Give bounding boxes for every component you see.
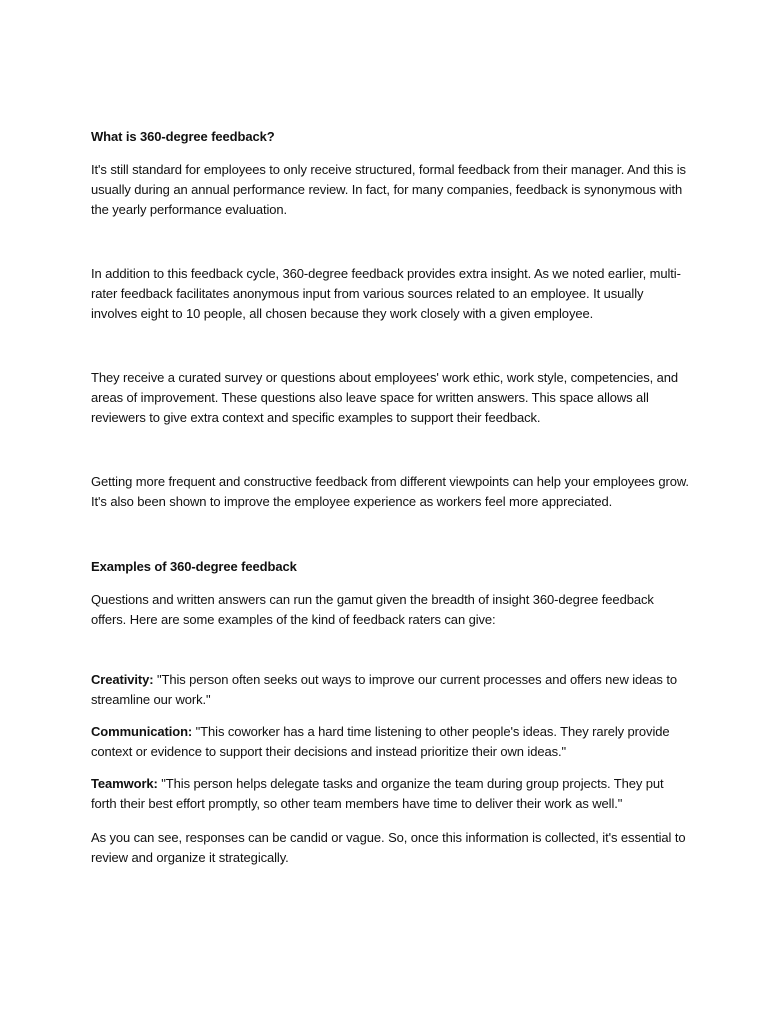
paragraph-curated-survey: They receive a curated survey or questions about employees' work ethic, work style, competencies, and areas of improvement. These questions also leave space for written answers. This space allows all reviewers to give extra context and specific examples to support their feedback.: [91, 370, 679, 425]
paragraph-feedback-cycle: In addition to this feedback cycle, 360-degree feedback provides extra insight. As we noted earlier, multi-rater feedback facilitates anonymous input from various sources related to an employee. It usually involves eight to 10 people, all chosen because they work closely with a given employee.: [91, 266, 681, 321]
example-quote: "This coworker has a hard time listening to other people's ideas. They rarely provide context or evidence to support their decisions and instead prioritize their own ideas.": [91, 724, 670, 759]
example-label: Creativity:: [91, 672, 154, 687]
paragraph-examples-intro: Questions and written answers can run the gamut given the breadth of insight 360-degree feedback offers. Here are some examples of the kind of feedback raters can give:: [91, 592, 654, 627]
section-heading-what-is-360: What is 360-degree feedback?: [91, 129, 275, 144]
example-creativity: [91, 670, 691, 710]
section-heading-examples: Examples of 360-degree feedback: [91, 559, 297, 574]
paragraph-closing: As you can see, responses can be candid or vague. So, once this information is collected, it's essential to review and organize it strategically.: [91, 830, 686, 865]
example-communication: [91, 722, 691, 762]
example-label: Teamwork:: [91, 776, 158, 791]
example-label: Communication:: [91, 724, 193, 739]
document-body: [91, 127, 691, 868]
paragraph-standard-feedback: It's still standard for employees to only receive structured, formal feedback from their manager. And this is usually during an annual performance review. In fact, for many companies, feedback is synonymous with the yearly performance evaluation.: [91, 162, 686, 217]
example-quote: "This person helps delegate tasks and organize the team during group projects. They put forth their best effort promptly, so other team members have time to deliver their work as well.": [91, 776, 664, 811]
example-quote: "This person often seeks out ways to improve our current processes and offers new ideas to streamline our work.": [91, 672, 677, 707]
example-teamwork: [91, 774, 691, 814]
paragraph-frequent-feedback: Getting more frequent and constructive feedback from different viewpoints can help your employees grow. It's also been shown to improve the employee experience as workers feel more appreciated.: [91, 474, 689, 509]
